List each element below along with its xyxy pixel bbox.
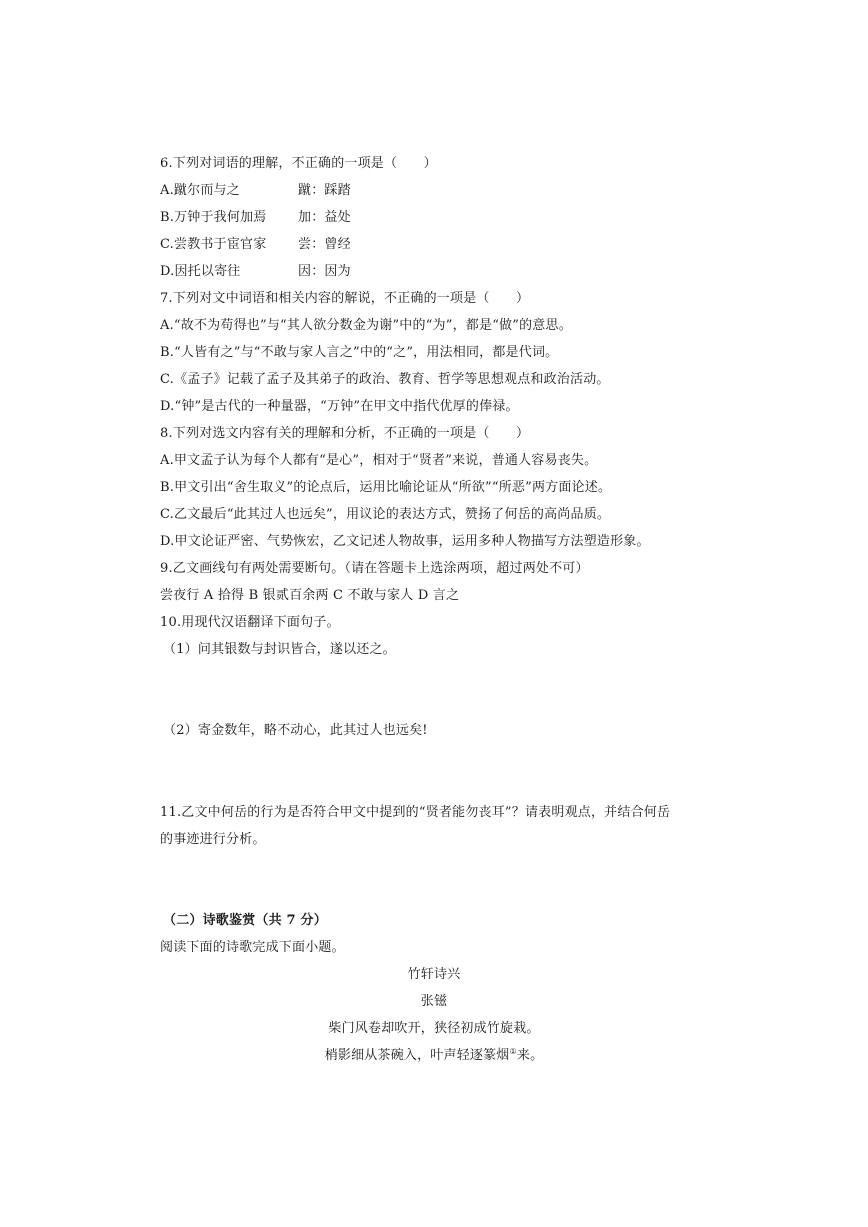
poem-line-2-after: 来。: [516, 1048, 544, 1063]
q8-option-a: A.甲文孟子认为每个人都有“是心”，相对于“贤者”来说，普通人容易丧失。: [160, 453, 598, 468]
q10-stem: 10.用现代汉语翻译下面句子。: [160, 615, 340, 630]
poem-author: 张镃: [420, 994, 448, 1009]
q10-item-2: （2）寄金数年，略不动心，此其过人也远矣!: [163, 723, 428, 738]
poem-line-1: 柴门风卷却吹开，狭径初成竹旋栽。: [328, 1021, 540, 1036]
q7-option-b: B.“人皆有之”与“不敢与家人言之”中的“之”，用法相同，都是代词。: [160, 345, 559, 360]
q7-stem: 7.下列对文中词语和相关内容的解说，不正确的一项是（ ）: [160, 291, 530, 306]
q9-sentence: 尝夜行 A 拾得 B 银贰百余两 C 不敢与家人 D 言之: [160, 588, 460, 603]
section-heading: （二）诗歌鉴赏（共 7 分）: [163, 913, 327, 928]
q7-option-a: A.“故不为苟得也”与“其人欲分数金为谢”中的“为”，都是“做”的意思。: [160, 318, 572, 333]
q7-option-c: C.《孟子》记载了孟子及其弟子的政治、教育、哲学等思想观点和政治活动。: [160, 372, 610, 387]
section-instruction: 阅读下面的诗歌完成下面小题。: [160, 940, 345, 955]
q6-option-a-gloss: 蹴：踩踏: [298, 183, 351, 198]
q6-option-b-gloss: 加：益处: [298, 210, 351, 225]
q6-option-c-phrase: C.尝教书于宦官家: [160, 237, 267, 252]
poem-title: 竹轩诗兴: [407, 967, 461, 982]
q6-option-d-phrase: D.因托以寄往: [160, 264, 241, 279]
q10-item-1: （1）问其银数与封识皆合，遂以还之。: [163, 642, 396, 657]
q6-stem: 6.下列对词语的理解，不正确的一项是（ ）: [160, 156, 437, 171]
q11-line-1: 11.乙文中何岳的行为是否符合甲文中提到的“贤者能勿丧耳”？请表明观点，并结合何岳: [160, 805, 671, 820]
poem-line-2-before: 梢影细从茶碗入，叶声轻逐篆烟: [324, 1048, 510, 1063]
q6-option-a: [160, 182, 351, 200]
q6-option-c: [160, 236, 351, 254]
poem-line-2: [0, 1047, 868, 1065]
q6-option-b-phrase: B.万钟于我何加焉: [160, 210, 267, 225]
q6-option-c-gloss: 尝：曾经: [298, 237, 351, 252]
q8-stem: 8.下列对选文内容有关的理解和分析，不正确的一项是（ ）: [160, 426, 530, 441]
q6-option-b: [160, 209, 351, 227]
q11-line-2: 的事迹进行分析。: [160, 832, 266, 847]
q8-option-c: C.乙文最后“此其过人也远矣”，用议论的表达方式，赞扬了何岳的高尚品质。: [160, 507, 611, 522]
q6-option-d-gloss: 因：因为: [298, 264, 351, 279]
footnote-marker: ①: [509, 1047, 517, 1056]
q9-stem: 9.乙文画线句有两处需要断句。（请在答题卡上选涂两项，超过两处不可）: [160, 561, 589, 576]
q6-option-d: [160, 263, 351, 281]
q8-option-b: B.甲文引出“舍生取义”的论点后，运用比喻论证从“所欲”“所恶”两方面论述。: [160, 480, 612, 495]
q8-option-d: D.甲文论证严密、气势恢宏，乙文记述人物故事，运用多种人物描写方法塑造形象。: [160, 534, 650, 549]
q6-option-a-phrase: A.蹴尔而与之: [160, 183, 240, 198]
q7-option-d: D.“钟”是古代的一种量器，“万钟”在甲文中指代优厚的俸禄。: [160, 399, 519, 414]
